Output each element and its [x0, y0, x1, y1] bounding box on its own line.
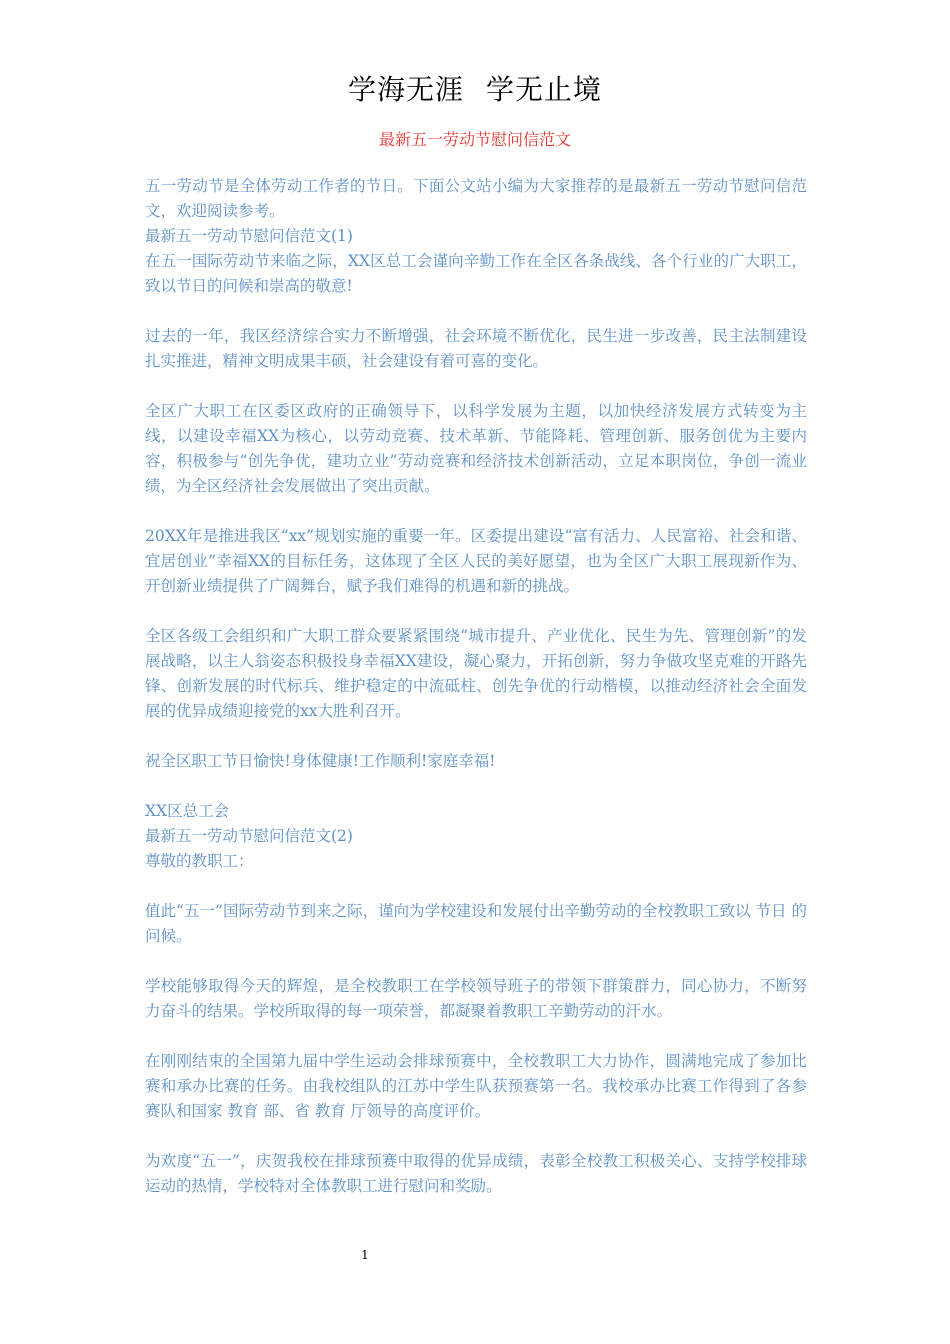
page-header: 学海无涯 学无止境	[348, 73, 602, 106]
section-heading-1: 最新五一劳动节慰问信范文(1)	[145, 227, 353, 245]
intro-paragraph: 五一劳动节是全体劳动工作者的节日。下面公文站小编为大家推荐的是最新五一劳动节慰问信范文，欢迎阅读参考。	[145, 177, 807, 220]
body-paragraph: 20XX年是推进我区“xx”规划实施的重要一年。区委提出建设“富有活力、人民富裕、社会和谐、宜居创业”幸福XX的目标任务，这体现了全区人民的美好愿望，也为全区广大职工展现新作为、开创新业绩提供了广阔舞台，赋予我们难得的机遇和新的挑战。	[145, 527, 807, 595]
body-paragraph: 全区各级工会组织和广大职工群众要紧紧围绕“城市提升、产业优化、民生为先、管理创新”的发展战略，以主人翁姿态积极投身幸福XX建设，凝心聚力，开拓创新，努力争做攻坚克难的开路先锋、创新发展的时代标兵、维护稳定的中流砥柱、创先争优的行动楷模，以推动经济社会全面发展的优异成绩迎接党的xx大胜利召开。	[145, 627, 807, 720]
body-paragraph: 为欢度“五一”，庆贺我校在排球预赛中取得的优异成绩，表彰全校教工积极关心、支持学校排球运动的热情，学校特对全体教职工进行慰问和奖励。	[145, 1152, 807, 1195]
body-paragraph: 全区广大职工在区委区政府的正确领导下，以科学发展为主题，以加快经济发展方式转变为主线，以建设幸福XX为核心，以劳动竞赛、技术革新、节能降耗、管理创新、服务创优为主要内容，积极参与“创先争优，建功立业”劳动竞赛和经济技术创新活动，立足本职岗位，争创一流业绩，为全区经济社会发展做出了突出贡献。	[145, 402, 807, 495]
signature-line: XX区总工会	[145, 802, 230, 820]
salutation-line: 尊敬的教职工：	[145, 852, 254, 870]
body-paragraph: 学校能够取得今天的辉煌，是全校教职工在学校领导班子的带领下群策群力，同心协力，不断努力奋斗的结果。学校所取得的每一项荣誉，都凝聚着教职工辛勤劳动的汗水。	[145, 977, 807, 1020]
greeting-line: 祝全区职工节日愉快!身体健康!工作顺利!家庭幸福!	[145, 752, 496, 770]
body-paragraph: 值此“五一”国际劳动节到来之际，谨向为学校建设和发展付出辛勤劳动的全校教职工致以 节日 的问候。	[145, 902, 807, 945]
page-number: 1	[361, 1248, 369, 1262]
section-heading-2: 最新五一劳动节慰问信范文(2)	[145, 827, 353, 845]
body-paragraph: 在五一国际劳动节来临之际，XX区总工会谨向辛勤工作在全区各条战线、各个行业的广大职工，致以节日的问候和崇高的敬意!	[145, 252, 807, 295]
body-paragraph: 在刚刚结束的全国第九届中学生运动会排球预赛中，全校教职工大力协作，圆满地完成了参加比赛和承办比赛的任务。由我校组队的江苏中学生队获预赛第一名。我校承办比赛工作得到了各参赛队和国家 教育 部、省 教育 厅领导的高度评价。	[145, 1052, 807, 1120]
document-title: 最新五一劳动节慰问信范文	[378, 130, 571, 149]
document-body	[145, 174, 807, 1199]
body-paragraph: 过去的一年，我区经济综合实力不断增强，社会环境不断优化，民生进一步改善，民主法制建设扎实推进，精神文明成果丰硕，社会建设有着可喜的变化。	[145, 327, 807, 370]
